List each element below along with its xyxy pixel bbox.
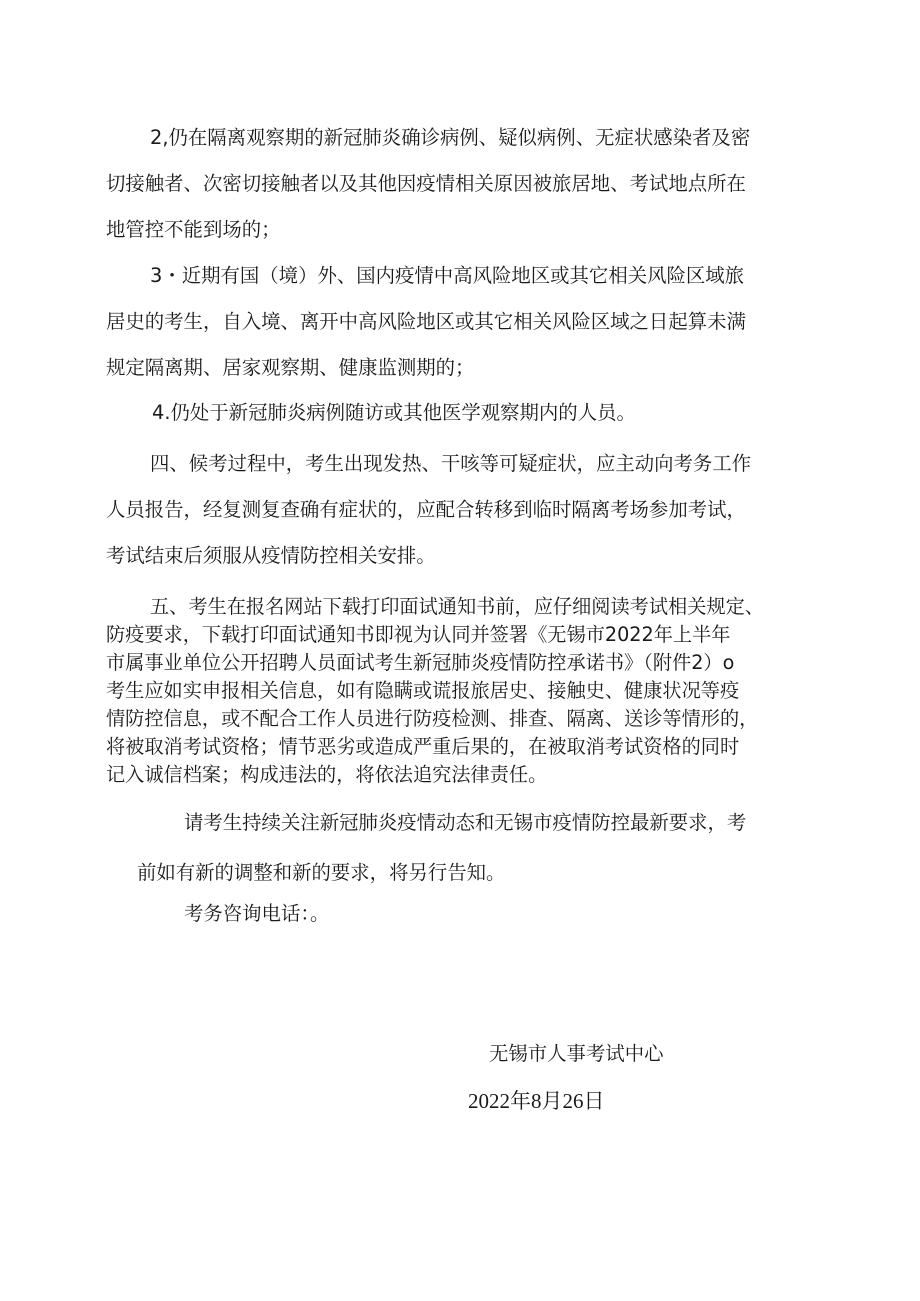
notice-line-1: 请考生持续关注新冠肺炎疫情动态和无锡市疫情防控最新要求，考 [184, 811, 747, 834]
section-5-line-5: 情防控信息，或不配合工作人员进行防疫检测、排查、隔离、送诊等情形的， [106, 707, 759, 730]
section-5-line-4: 考生应如实申报相关信息，如有隐瞒或谎报旅居史、接触史、健康状况等疫 [106, 679, 740, 702]
section-5-line-1: 五、考生在报名网站下载打印面试通知书前，应仔细阅读考试相关规定、 [150, 595, 764, 618]
notice-paragraph [137, 798, 746, 898]
section-4-line-2: 人员报告，经复测复查确有症状的，应配合转移到临时隔离考场参加考试， [106, 498, 746, 521]
item-4-paragraph [106, 390, 636, 436]
signature-org: 无锡市人事考试中心 [489, 1042, 664, 1065]
item-2-line-2: 切接触者、次密切接触者以及其他因疫情相关原因被旅居地、考试地点所在 [106, 172, 746, 195]
section-5-line-6: 将被取消考试资格；情节恶劣或造成严重后果的，在被取消考试资格的同时 [106, 735, 740, 758]
section-5-line-3: 市属事业单位公开招聘人员面试考生新冠肺炎疫情防控承诺书》（附件2）o [106, 651, 735, 674]
item-4-line-1: 4.仍处于新冠肺炎病例随访或其他医学观察期内的人员。 [152, 401, 636, 424]
section-4-line-1: 四、候考过程中，考生出现发热、干咳等可疑症状，应主动向考务工作 [150, 452, 752, 475]
item-3-paragraph [106, 253, 746, 391]
section-5-line-2: 防疫要求，下载打印面试通知书即视为认同并签署《无锡市2022年上半年 [106, 623, 731, 646]
notice-line-2: 前如有新的调整和新的要求，将另行告知。 [137, 861, 506, 884]
hotline-text: 考务咨询电话：。 [184, 902, 330, 925]
signature-date: 2022年8月26日 [468, 1089, 605, 1113]
section-4-line-3: 考试结束后须服从疫情防控相关安排。 [106, 544, 436, 567]
section-5-line-7: 记入诚信档案；构成违法的，将依法追究法律责任。 [106, 763, 548, 786]
item-2-line-1: 2,仍在隔离观察期的新冠肺炎确诊病例、疑似病例、无症状感染者及密 [150, 126, 751, 149]
item-3-line-3: 规定隔离期、居家观察期、健康监测期的； [106, 356, 475, 379]
item-2-paragraph [106, 115, 750, 253]
hotline-line [184, 891, 329, 937]
section-4-paragraph [106, 441, 751, 579]
item-2-line-3: 地管控不能到场的； [106, 218, 281, 241]
section-5-paragraph [106, 593, 764, 789]
item-3-line-1: 3・近期有国（境）外、国内疫情中高风险地区或其它相关风险区域旅 [150, 264, 745, 287]
item-3-line-2: 居史的考生，自入境、离开中高风险地区或其它相关风险区域之日起算未满 [106, 310, 746, 333]
